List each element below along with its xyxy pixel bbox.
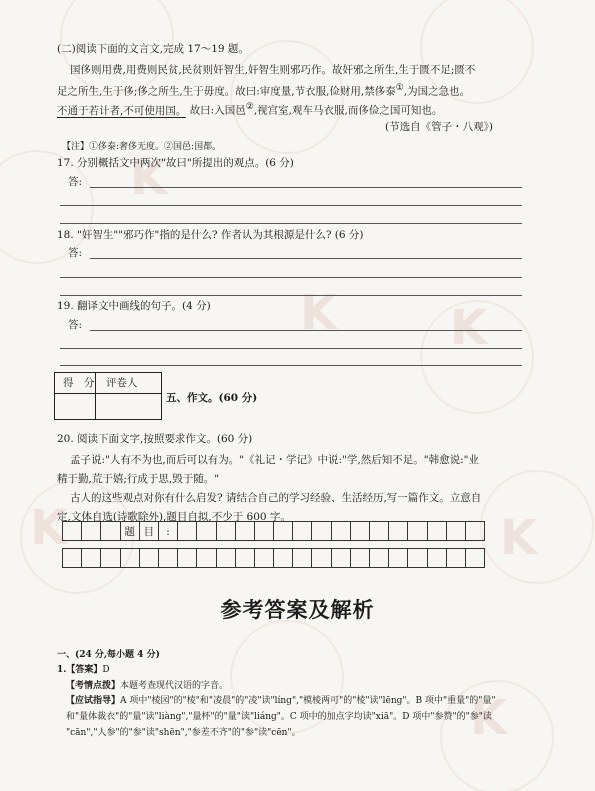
grid-cell[interactable] — [177, 521, 197, 541]
passage-text: ,为国之急也。 — [403, 85, 471, 98]
grid-cell[interactable] — [407, 521, 427, 541]
prompt-line: 孟子说:"人有不为也,而后可以有为。"《礼记・学记》中说:"学,然后知不足。"韩愈说:"业 — [70, 454, 479, 466]
grader-box[interactable] — [96, 394, 161, 419]
grid-cell[interactable] — [216, 521, 236, 541]
answer-line[interactable] — [60, 365, 522, 366]
grid-cell[interactable] — [62, 521, 82, 541]
guide-line: "cān","人参"的"参"读"shēn","参差不齐"的"参"读"cēn"。 — [66, 728, 301, 738]
guide-tag: 【应试指导】 — [66, 696, 121, 706]
grid-cell[interactable] — [311, 521, 331, 541]
grid-cell[interactable] — [273, 548, 293, 568]
question-20: 20. 阅读下面文字,按照要求作文。(60 分) — [57, 433, 253, 445]
point-text: 本题考查现代汉语的字音。 — [120, 681, 229, 691]
answer-line[interactable] — [90, 330, 522, 331]
grid-cell[interactable] — [350, 548, 370, 568]
prompt-line: 精于勤,荒于嬉;行成于思,毁于随。" — [57, 473, 220, 485]
passage-line: 国侈则用费,用费则民贫,民贫则奸智生,奸智生则邪巧作。故奸邪之所生,生于匮不足;匮不 — [70, 64, 476, 76]
grid-cell[interactable] — [446, 548, 466, 568]
watermark-logo: K — [130, 150, 168, 206]
grid-cell[interactable] — [100, 521, 120, 541]
grid-cell: : — [158, 521, 178, 541]
section-intro: (二)阅读下面的文言文,完成 17～19 题。 — [57, 43, 249, 55]
answer-label: 答: — [68, 247, 83, 259]
grid-cell[interactable] — [369, 548, 389, 568]
grid-cell[interactable] — [388, 521, 408, 541]
answer-line[interactable] — [60, 223, 522, 224]
answer-label: 答: — [68, 176, 83, 188]
grid-cell[interactable] — [427, 521, 447, 541]
score-table — [54, 372, 162, 420]
watermark-logo: K — [450, 300, 488, 356]
score-box[interactable] — [55, 394, 95, 419]
grid-cell[interactable] — [62, 548, 82, 568]
question-19: 19. 翻译文中画线的句子。(4 分) — [57, 300, 211, 312]
grid-cell[interactable] — [235, 548, 255, 568]
passage-line — [57, 82, 470, 100]
grid-cell[interactable] — [388, 548, 408, 568]
grid-cell[interactable] — [100, 548, 120, 568]
answer-line[interactable] — [60, 277, 522, 278]
grid-cell[interactable] — [81, 521, 101, 541]
section5-title: 五、作文。(60 分) — [166, 392, 258, 404]
grid-cell[interactable] — [196, 548, 216, 568]
guide-text: A 项中"棱园"的"棱"和"凌晨"的"凌"读"líng","模棱两可"的"棱"读"lēng"。B 项中"重量"的"量" — [120, 696, 496, 706]
passage-text: 故曰:入国邑 — [189, 104, 246, 117]
watermark-logo: K — [300, 285, 338, 341]
answer-line[interactable] — [60, 295, 522, 296]
watermark-logo: K — [30, 500, 68, 556]
passage-note: 【注】①侈泰:奢侈无度。②国邑:国都。 — [62, 142, 222, 152]
grid-cell[interactable] — [120, 548, 140, 568]
grid-cell[interactable] — [427, 548, 447, 568]
grid-cell[interactable] — [177, 548, 197, 568]
passage-source: (节选自《管子・八观》) — [385, 121, 493, 133]
grid-cell[interactable] — [446, 521, 466, 541]
grid-cell[interactable] — [254, 521, 274, 541]
watermark-logo: K — [500, 510, 538, 566]
grid-cell[interactable] — [273, 521, 293, 541]
passage-line — [57, 101, 442, 119]
grid-cell[interactable] — [465, 521, 485, 541]
grid-cell[interactable] — [216, 548, 236, 568]
grid-cell[interactable] — [369, 521, 389, 541]
answer-label: 答: — [68, 319, 83, 331]
answer-1 — [57, 664, 110, 677]
point-tag: 【考情点拨】 — [66, 681, 121, 691]
part1-heading: 一、(24 分,每小题 4 分) — [57, 650, 160, 660]
question-18: 18. "奸智生""邪巧作"指的是什么? 作者认为其根源是什么? (6 分) — [57, 229, 364, 241]
grid-cell[interactable] — [235, 521, 255, 541]
grid-cell[interactable] — [292, 548, 312, 568]
note-mark: ② — [245, 102, 254, 112]
exam-point — [66, 680, 228, 693]
watermark-logo: K — [470, 690, 508, 746]
answer-line[interactable] — [60, 205, 522, 206]
answer-value: D — [102, 665, 110, 675]
answer-line[interactable] — [90, 187, 522, 188]
answer-line[interactable] — [60, 348, 522, 349]
grid-cell[interactable] — [350, 521, 370, 541]
prompt-line: 古人的这些观点对你有什么启发? 请结合自己的学习经验、生活经历,写一篇作文。立意自 — [70, 492, 482, 504]
grid-cell: 目 — [139, 521, 159, 541]
grid-cell[interactable] — [292, 521, 312, 541]
grid-cell[interactable] — [158, 548, 178, 568]
grid-cell[interactable] — [331, 548, 351, 568]
underlined-sentence: 不通于若计者,不可使用国。 — [57, 104, 187, 117]
answer-tag: 1.【答案】 — [57, 665, 103, 675]
grid-cell[interactable] — [311, 548, 331, 568]
grid-cell[interactable] — [139, 548, 159, 568]
answers-title: 参考答案及解析 — [220, 597, 375, 622]
question-17: 17. 分别概括文中两次"故曰"所提出的观点。(6 分) — [57, 157, 294, 169]
grid-cell[interactable] — [196, 521, 216, 541]
answer-line[interactable] — [90, 258, 522, 259]
grader-label: 评卷人 — [106, 377, 138, 389]
guide-line: 和"量体裁衣"的"量"读"liàng","量杯"的"量"读"liáng"。C 项中的加点字均读"xiā"。D 项中"参赞"的"参"读 — [66, 712, 492, 722]
essay-grid-row — [62, 548, 484, 568]
note-mark: ① — [395, 83, 404, 93]
passage-text: ,视宫室,观车马衣服,而侈俭之国可知也。 — [253, 104, 443, 117]
grid-cell[interactable] — [331, 521, 351, 541]
guide-line — [66, 695, 496, 708]
grid-cell: 题 — [120, 521, 140, 541]
essay-title-row — [62, 521, 484, 541]
prompt-line: 定,文体自选(诗歌除外),题目自拟,不少于 600 字。 — [57, 511, 291, 523]
passage-text: 足之所生,生于侈;侈之所生,生于毋度。故曰:审度量,节衣服,俭财用,禁侈泰 — [57, 85, 396, 98]
grid-cell[interactable] — [81, 548, 101, 568]
grid-cell[interactable] — [254, 548, 274, 568]
score-label: 得 分 — [63, 377, 95, 389]
grid-cell[interactable] — [407, 548, 427, 568]
grid-cell[interactable] — [465, 548, 485, 568]
